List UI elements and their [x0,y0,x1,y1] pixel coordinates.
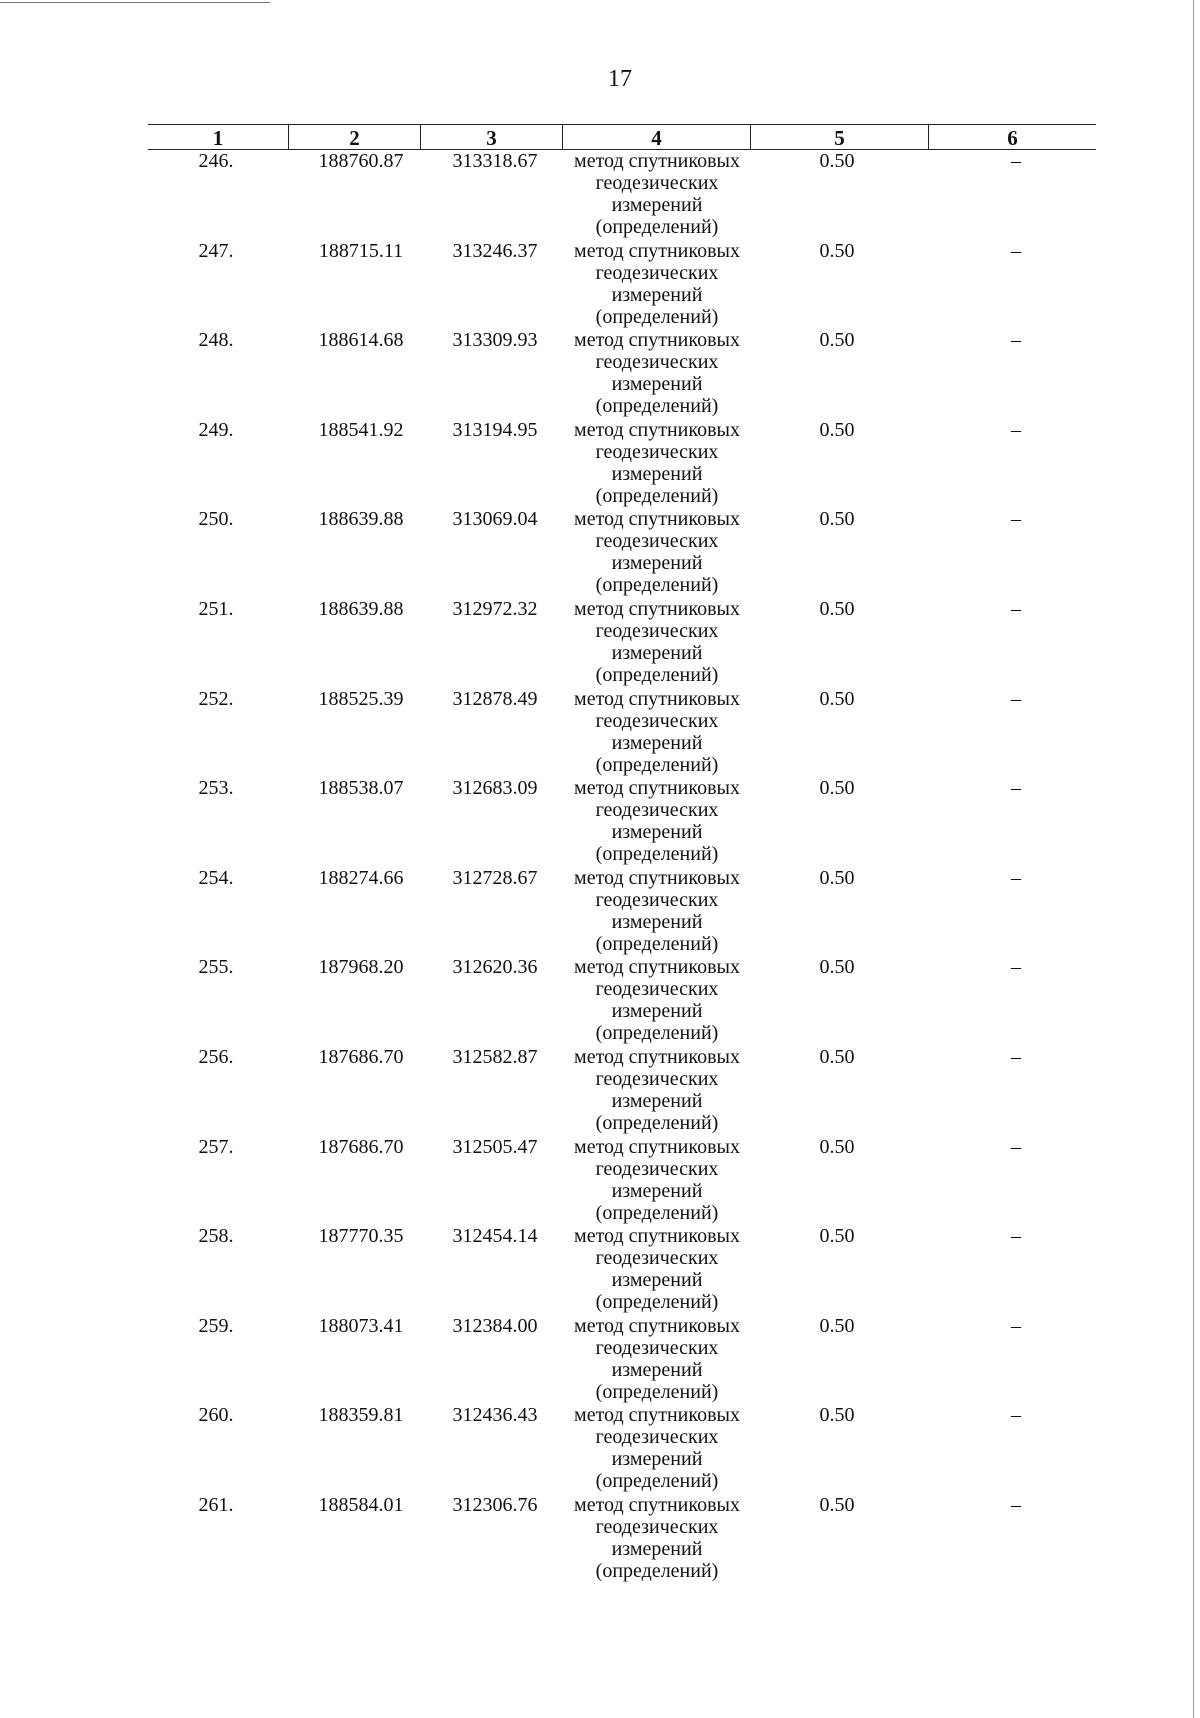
method-line: геодезических [595,888,719,911]
table-row [0,1046,1200,1136]
coordinate-y: 313069.04 [452,508,538,531]
method-line: измерений [611,731,703,754]
method-description [562,956,752,1044]
accuracy-value: 0.50 [819,150,855,172]
coordinate-x: 187686.70 [318,1046,404,1068]
coordinate-x: 188639.88 [318,598,404,620]
coordinate-x: 188541.92 [318,418,404,441]
note-dash: – [1011,239,1021,262]
method-line: (определений) [595,1470,719,1493]
table-row [0,598,1200,688]
method-line: (определений) [595,395,719,418]
method-line: измерений [611,1358,703,1381]
method-line: геодезических [595,1336,719,1359]
note-dash: – [1011,329,1021,352]
accuracy-value: 0.50 [819,956,855,979]
method-line: измерений [611,1269,703,1292]
method-line: геодезических [595,261,719,284]
method-line: геодезических [595,978,719,1001]
method-line: измерений [611,642,703,664]
method-description [562,1315,752,1403]
table-row [0,329,1200,419]
table-row [0,777,1200,867]
coordinate-y: 312436.43 [452,1404,538,1427]
method-line: (определений) [595,484,719,507]
method-line: геодезических [595,1157,719,1180]
method-line: (определений) [595,932,719,955]
method-line: геодезических [595,172,719,194]
method-line: измерений [611,1538,703,1560]
method-description [562,688,752,776]
method-line: измерений [611,1448,703,1471]
point-number: 254. [198,866,234,889]
header-col-4: 4 [562,125,750,149]
note-dash: – [1011,418,1021,441]
method-description [562,598,752,686]
point-number: 251. [198,598,234,620]
method-line: (определений) [595,216,719,238]
method-line: измерений [611,1090,703,1112]
method-line: (определений) [595,1022,719,1045]
point-number: 248. [198,329,234,352]
accuracy-value: 0.50 [819,598,855,620]
coordinate-x: 188274.66 [318,866,404,889]
coordinate-y: 312505.47 [452,1135,538,1158]
header-col-3: 3 [420,125,562,149]
method-line: метод спутниковых [574,1135,740,1158]
method-description [562,1494,752,1582]
note-dash: – [1011,1404,1021,1427]
method-description [562,867,752,955]
method-description [562,777,752,865]
table-row [0,150,1200,240]
accuracy-value: 0.50 [819,329,855,352]
accuracy-value: 0.50 [819,1135,855,1158]
note-dash: – [1011,956,1021,979]
coordinate-x: 188639.88 [318,508,404,531]
method-line: геодезических [595,1426,719,1449]
point-number: 259. [198,1314,234,1337]
accuracy-value: 0.50 [819,866,855,889]
table-row [0,1225,1200,1315]
method-description [562,1225,752,1313]
point-number: 257. [198,1135,234,1158]
method-line: (определений) [595,1201,719,1224]
header-col-5: 5 [750,125,928,149]
method-line: геодезических [595,530,719,553]
coordinate-y: 313309.93 [452,329,538,352]
method-description [562,1046,752,1134]
method-line: геодезических [595,1247,719,1270]
method-line: геодезических [595,1516,719,1538]
coordinate-y: 312878.49 [452,687,538,710]
table-row [0,956,1200,1046]
coordinate-y: 312582.87 [452,1046,538,1068]
method-line: метод спутниковых [574,598,740,620]
header-col-1: 1 [212,126,224,150]
table-row [0,1404,1200,1494]
method-line: измерений [611,373,703,396]
method-description [562,329,752,417]
method-line: (определений) [595,753,719,776]
point-number: 246. [198,150,234,172]
method-line: измерений [611,283,703,306]
accuracy-value: 0.50 [819,418,855,441]
method-line: измерений [611,821,703,844]
method-line: измерений [611,194,703,216]
coordinate-y: 313246.37 [452,239,538,262]
coordinate-y: 312306.76 [452,1494,538,1516]
coordinate-y: 312972.32 [452,598,538,620]
method-line: (определений) [595,1112,719,1134]
method-line: (определений) [595,574,719,597]
note-dash: – [1011,598,1021,620]
accuracy-value: 0.50 [819,1314,855,1337]
note-dash: – [1011,1494,1021,1516]
point-number: 253. [198,777,234,800]
method-line: измерений [611,1000,703,1023]
accuracy-value: 0.50 [819,1225,855,1248]
method-line: (определений) [595,843,719,866]
table-row [0,1315,1200,1405]
method-line: метод спутниковых [574,1314,740,1337]
method-line: измерений [611,462,703,485]
note-dash: – [1011,1314,1021,1337]
table-row [0,419,1200,509]
method-description [562,1136,752,1224]
point-number: 258. [198,1225,234,1248]
note-dash: – [1011,1135,1021,1158]
coordinate-x: 187686.70 [318,1135,404,1158]
method-line: (определений) [595,664,719,686]
table-row [0,867,1200,957]
method-line: метод спутниковых [574,329,740,352]
point-number: 249. [198,418,234,441]
method-line: (определений) [595,1560,719,1582]
coordinate-x: 187968.20 [318,956,404,979]
method-description [562,419,752,507]
method-line: метод спутниковых [574,956,740,979]
note-dash: – [1011,777,1021,800]
point-number: 261. [198,1494,234,1516]
point-number: 247. [198,239,234,262]
method-line: метод спутниковых [574,1046,740,1068]
table-header [148,124,1096,150]
method-line: метод спутниковых [574,418,740,441]
coordinate-x: 188715.11 [318,239,404,262]
method-line: метод спутниковых [574,239,740,262]
coordinate-y: 312683.09 [452,777,538,800]
header-col-2: 2 [288,125,420,149]
accuracy-value: 0.50 [819,1404,855,1427]
method-line: метод спутниковых [574,508,740,531]
method-description [562,508,752,596]
method-description [562,150,752,238]
page-number: 17 [608,66,632,92]
coordinate-y: 313318.67 [452,150,538,172]
header-col-6: 6 [928,125,1096,149]
method-line: геодезических [595,1068,719,1090]
accuracy-value: 0.50 [819,687,855,710]
note-dash: – [1011,866,1021,889]
method-description [562,1404,752,1492]
method-line: геодезических [595,799,719,822]
method-line: метод спутниковых [574,1404,740,1427]
coordinate-x: 188614.68 [318,329,404,352]
coordinate-y: 312384.00 [452,1314,538,1337]
table-row [0,1136,1200,1226]
method-line: (определений) [595,1380,719,1403]
coordinate-y: 312728.67 [452,866,538,889]
coordinate-y: 312454.14 [452,1225,538,1248]
point-number: 260. [198,1404,234,1427]
coordinate-x: 187770.35 [318,1225,404,1248]
method-line: метод спутниковых [574,777,740,800]
coordinate-x: 188584.01 [318,1494,404,1516]
point-number: 256. [198,1046,234,1068]
note-dash: – [1011,150,1021,172]
method-description [562,240,752,328]
method-line: измерений [611,1179,703,1202]
note-dash: – [1011,1225,1021,1248]
method-line: геодезических [595,709,719,732]
point-number: 250. [198,508,234,531]
table-row [0,508,1200,598]
method-line: геодезических [595,440,719,463]
accuracy-value: 0.50 [819,239,855,262]
method-line: метод спутниковых [574,150,740,172]
table-row [0,688,1200,778]
coordinate-y: 313194.95 [452,418,538,441]
method-line: метод спутниковых [574,866,740,889]
coordinate-x: 188538.07 [318,777,404,800]
note-dash: – [1011,1046,1021,1068]
note-dash: – [1011,687,1021,710]
method-line: геодезических [595,620,719,642]
method-line: (определений) [595,305,719,328]
method-line: измерений [611,910,703,933]
table-row [0,240,1200,330]
point-number: 255. [198,956,234,979]
method-line: метод спутниковых [574,687,740,710]
coordinate-x: 188073.41 [318,1314,404,1337]
method-line: (определений) [595,1291,719,1314]
coordinate-x: 188359.81 [318,1404,404,1427]
coordinate-x: 188760.87 [318,150,404,172]
scan-top-edge [0,2,270,3]
accuracy-value: 0.50 [819,508,855,531]
method-line: метод спутниковых [574,1225,740,1248]
method-line: метод спутниковых [574,1494,740,1516]
coordinate-y: 312620.36 [452,956,538,979]
coordinate-x: 188525.39 [318,687,404,710]
accuracy-value: 0.50 [819,1494,855,1516]
accuracy-value: 0.50 [819,777,855,800]
table-row [0,1494,1200,1584]
method-line: геодезических [595,351,719,374]
note-dash: – [1011,508,1021,531]
method-line: измерений [611,552,703,575]
point-number: 252. [198,687,234,710]
accuracy-value: 0.50 [819,1046,855,1068]
